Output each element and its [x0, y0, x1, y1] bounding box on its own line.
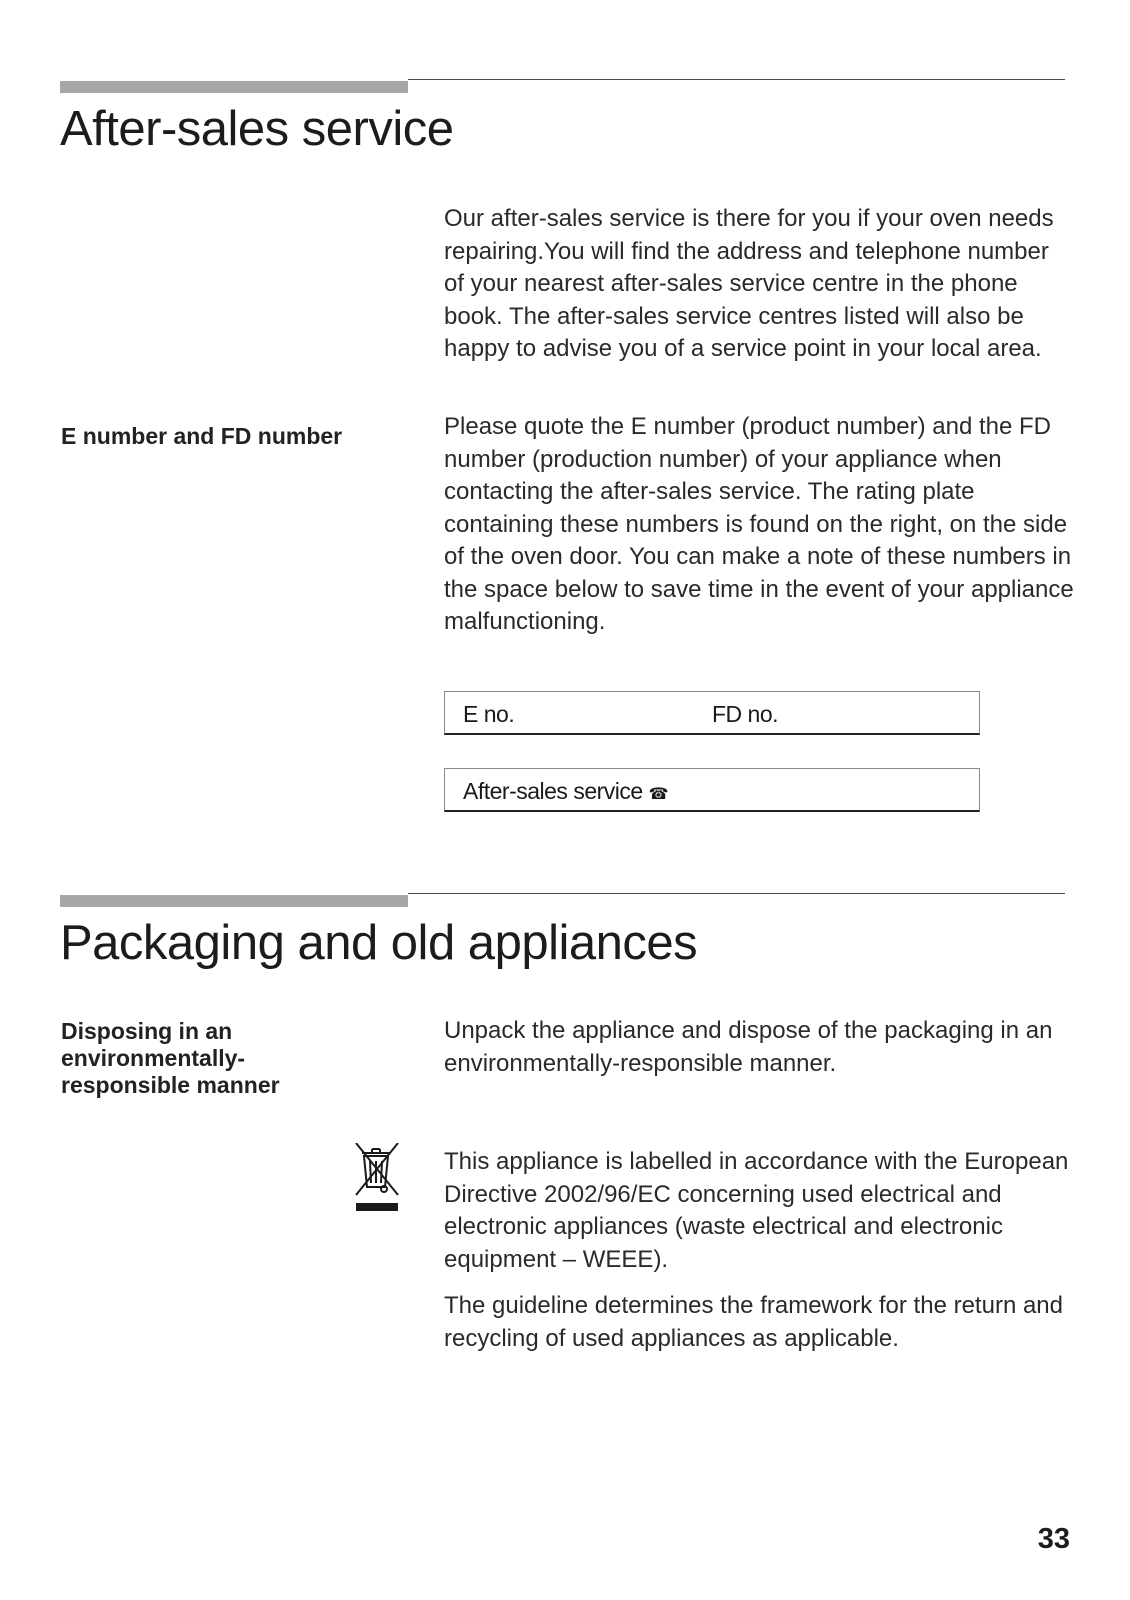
e-fd-number-form-box[interactable] [444, 691, 980, 735]
section-rule [60, 79, 1065, 93]
after-sales-service-label [463, 778, 668, 805]
weee-body: This appliance is labelled in accordance with the European Directive 2002/96/EC concerning used electrical and electronic appliances (waste electrical and electronic equipment – WEEE). [444, 1148, 1069, 1273]
crossed-out-wheelie-bin-icon [352, 1143, 402, 1213]
e-fd-number-body: Please quote the E number (product number) and the FD number (production number) of your appliance when contacting the after-sales service. The rating plate containing these numbers is found on the right, on the side of the oven door. You can make a note of these numbers in the space below to save time in the event of your appliance malfunctioning. [444, 413, 1074, 635]
section-rule [60, 893, 1065, 907]
e-number-label: E no. [463, 701, 515, 727]
side-heading-e-fd-number: E number and FD number [61, 423, 343, 449]
section-title-packaging: Packaging and old appliances [60, 916, 698, 970]
fd-number-label: FD no. [712, 701, 779, 727]
guideline-body: The guideline determines the framework for the return and recycling of used appliances as applicable. [444, 1292, 1063, 1352]
packaging-body: Unpack the appliance and dispose of the packaging in an environmentally-responsible manner. [444, 1017, 1053, 1077]
section-title-after-sales: After-sales service [60, 102, 454, 156]
after-sales-service-text: After-sales service [463, 778, 643, 804]
side-heading-disposing: Disposing in an environmentally-responsible manner [61, 1018, 280, 1098]
telephone-icon: ☎ [648, 786, 668, 803]
page-number: 33 [1037, 1523, 1070, 1555]
after-sales-intro: Our after-sales service is there for you if your oven needs repairing.You will find the address and telephone number of your nearest after-sales service centre in the phone book. The after-sales service centres listed will also be happy to advise you of a service point in your local area. [444, 205, 1054, 362]
after-sales-phone-box[interactable] [444, 768, 980, 812]
